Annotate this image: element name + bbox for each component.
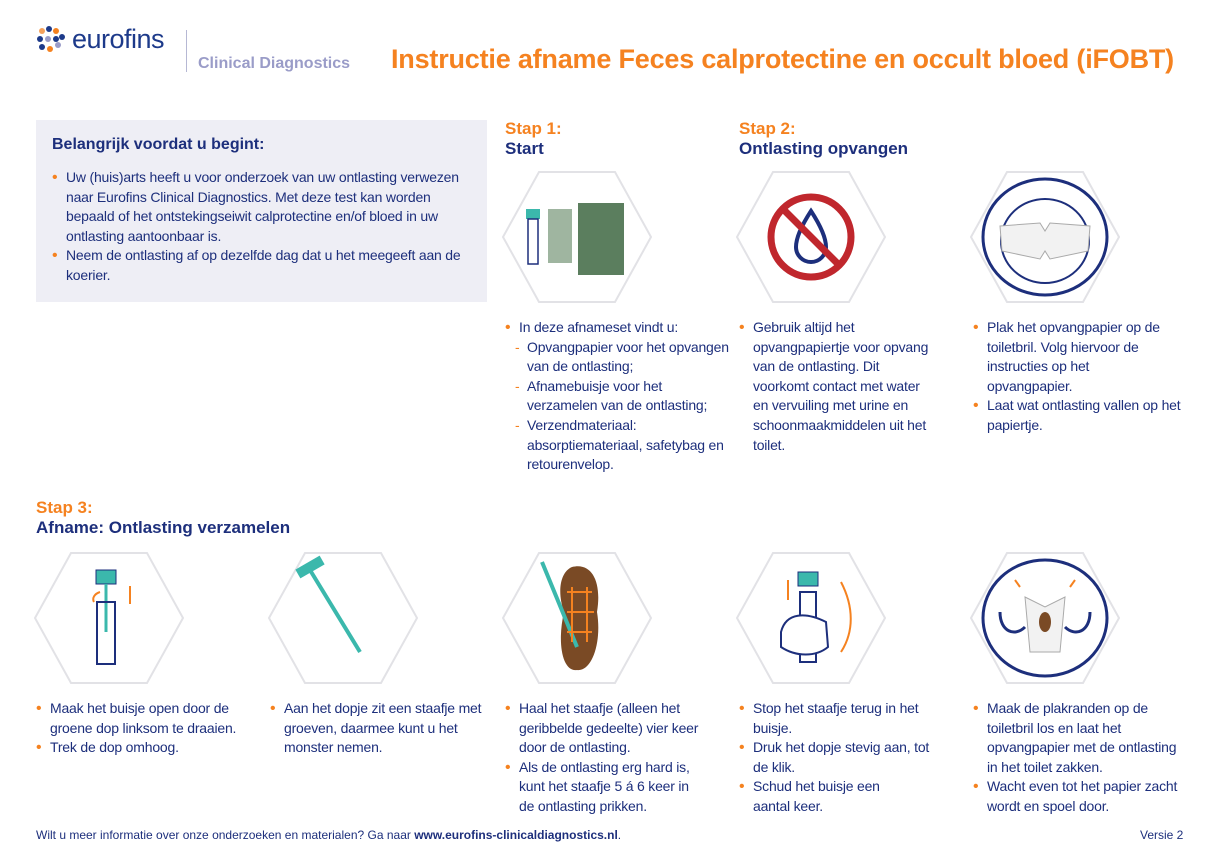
list-item: • Als de ontlasting erg hard is, kunt het staafje 5 á 6 keer in de ontlasting prikken. [505, 758, 705, 817]
intro-heading: Belangrijk voordat u begint: [52, 136, 265, 153]
step-title: Afname: Ontlasting verzamelen [36, 518, 291, 537]
list-item: • Laat wat ontlasting vallen op het papiertje. [973, 396, 1188, 435]
step1-heading [505, 119, 562, 159]
list-item: • Maak het buisje open door de groene dop linksom te draaien. [36, 699, 241, 738]
logo-text: eurofins [72, 24, 165, 54]
footer [36, 828, 621, 842]
flush-illustration [970, 552, 1120, 684]
list-item: - Opvangpapier voor het opvangen van de ontlasting; [505, 338, 730, 377]
list-item: • Aan het dopje zit een staafje met groeven, daarmee kunt u het monster nemen. [270, 699, 485, 758]
open-tube-illustration [34, 552, 184, 684]
list-item: • Uw (huis)arts heeft u voor onderzoek van uw ontlasting verwezen naar Eurofins Clinical Diagnostics. Met deze test kan worden bepaald of het ontstekingseiwit calprotectine en/of bloed in uw ontlasting aantoonbaar is. [52, 168, 472, 246]
list-item: • Plak het opvangpapier op de toiletbril. Volg hiervoor de instructies op het opvangpapier. [973, 318, 1178, 396]
list-item: • Haal het staafje (alleen het geribbelde gedeelte) vier keer door de ontlasting. [505, 699, 720, 758]
step-number: Stap 1: [505, 119, 562, 138]
version: Versie 2 [1140, 828, 1184, 842]
list-item: • Maak de plakranden op de toiletbril los en laat het opvangpapier met de ontlasting in het toilet zakken. [973, 699, 1188, 777]
list-item: • Schud het buisje een aantal keer. [739, 777, 919, 816]
toilet-paper-illustration [970, 171, 1120, 303]
list-item: • Trek de dop omhoog. [36, 738, 261, 758]
step2-heading [739, 119, 908, 159]
website-link[interactable]: www.eurofins-clinicaldiagnostics.nl [414, 828, 618, 842]
list-item: • Druk het dopje stevig aan, tot de klik. [739, 738, 944, 777]
list-item: • Wacht even tot het papier zacht wordt en spoel door. [973, 777, 1183, 816]
eurofins-dots-icon [36, 25, 66, 55]
list-item: - Afnamebuisje voor het verzamelen van de ontlasting; [505, 377, 730, 416]
stool-sampling-illustration [502, 552, 652, 684]
list-item: • Gebruik altijd het opvangpapiertje voor opvang van de ontlasting. Dit voorkomt contact met water en vervuiling met urine en schoonmaakmiddelen uit het toilet. [739, 318, 934, 455]
divider [186, 30, 187, 72]
step-title: Ontlasting opvangen [739, 139, 909, 158]
step3-heading [36, 498, 290, 538]
step-title: Start [505, 139, 544, 158]
step-number: Stap 2: [739, 119, 796, 138]
step-number: Stap 3: [36, 498, 93, 517]
intro-box [36, 120, 487, 302]
list-item: • Stop het staafje terug in het buisje. [739, 699, 929, 738]
footer-text: Wilt u meer informatie over onze onderzoeken en materialen? Ga naar [36, 828, 415, 842]
stick-illustration [268, 552, 418, 684]
list-item: - Verzendmateriaal: absorptiemateriaal, safetybag en retourenvelop. [505, 416, 730, 475]
footer-end: . [617, 828, 622, 842]
list-item: • In deze afnameset vindt u: [505, 318, 730, 338]
list-item: • Neem de ontlasting af op dezelfde dag dat u het meegeeft aan de koerier. [52, 246, 472, 285]
eurofins-logo [36, 24, 164, 55]
shake-tube-illustration [736, 552, 886, 684]
no-water-icon [736, 171, 886, 303]
subtitle: Clinical Diagnostics [198, 55, 351, 72]
page-title: Instructie afname Feces calprotectine en occult bloed (iFOBT) [391, 44, 1174, 74]
kit-contents-illustration [502, 171, 652, 303]
